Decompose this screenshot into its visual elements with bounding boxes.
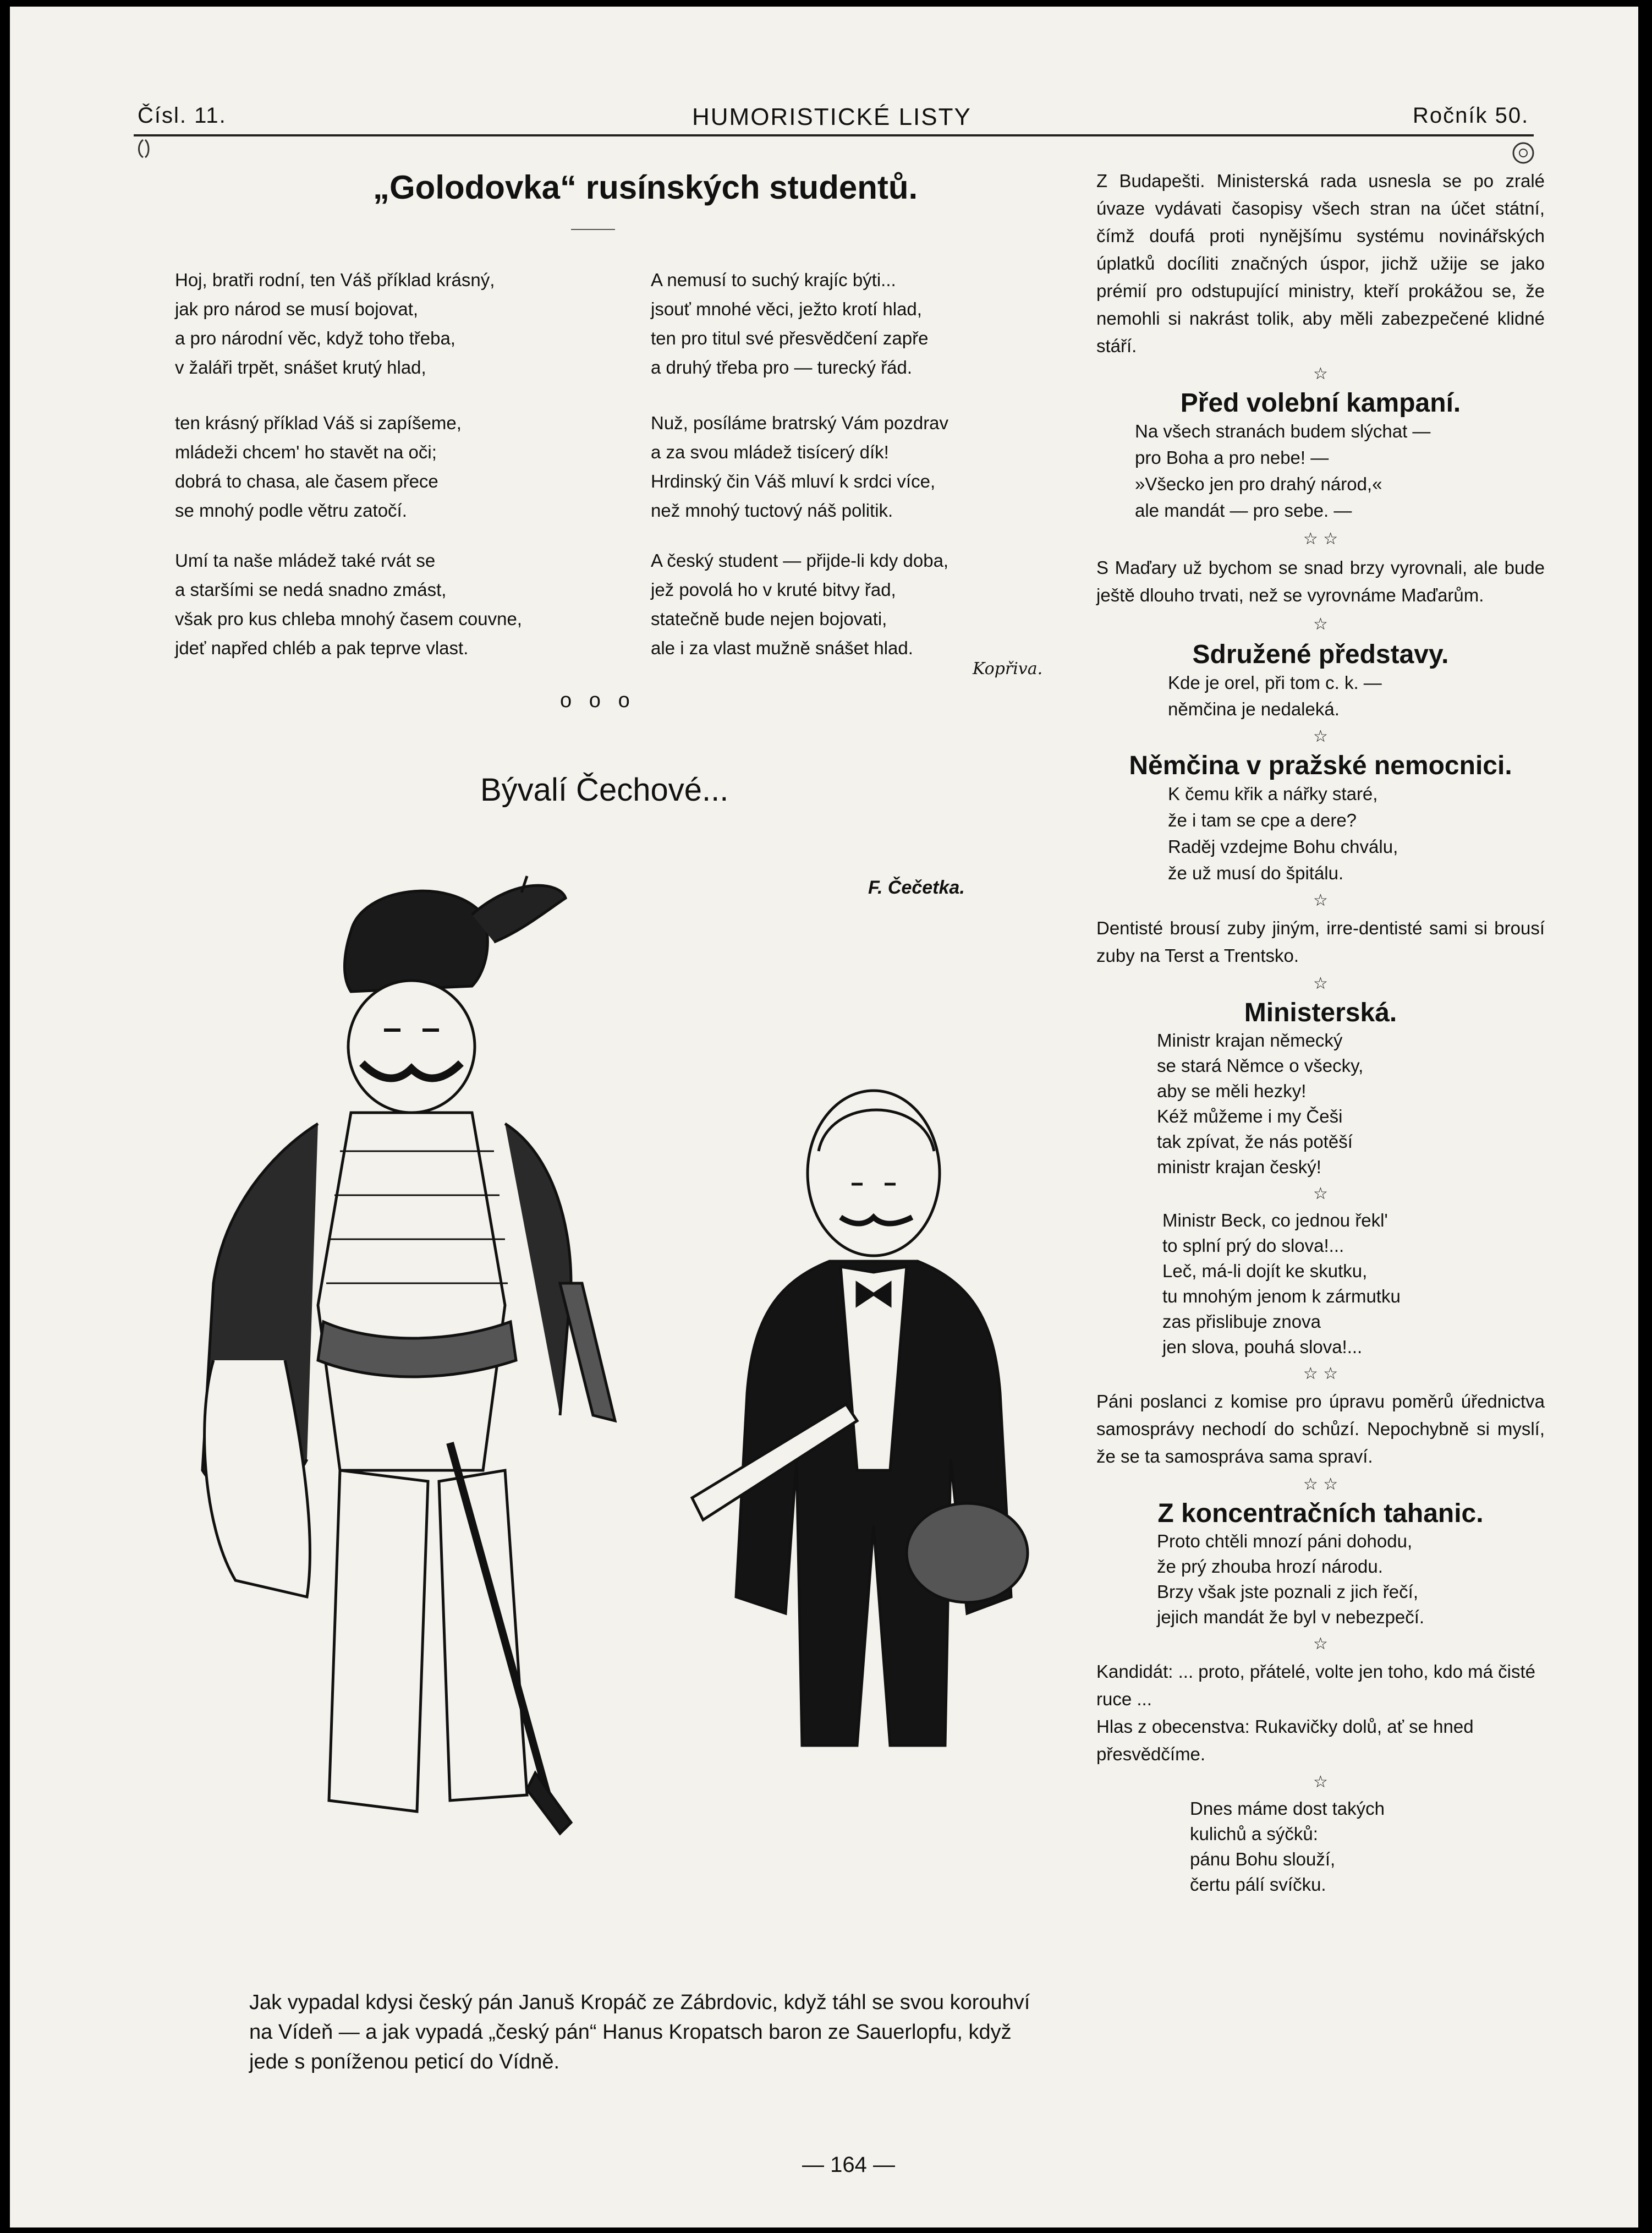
page-ornament-left: [135, 138, 152, 160]
heading-before-campaign: Před volební kampaní.: [1180, 388, 1461, 418]
issue-number: Čísl. 11.: [138, 103, 227, 128]
verse-ministerial: Ministr krajan německý se stará Němce o všecky, aby se měli hezky! Kéž můžeme i my Češi tak zpívat, že nás potěší ministr krajan český!: [1157, 1030, 1364, 1177]
verse-german-hospital: K čemu křik a nářky staré, že i tam se cpe a dere? Raděj vzdejme Bohu chválu, že už musí do špitálu.: [1168, 784, 1398, 883]
cartoon-artist: F. Čečetka.: [868, 877, 965, 898]
verse-campaign: Na všech stranách budem slýchat — pro Boha a pro nebe! — »Všecko jen pro drahý národ,« ale mandát — pro sebe. —: [1135, 421, 1431, 521]
star-divider: ☆: [1313, 974, 1328, 993]
star-divider: ☆: [1313, 891, 1328, 910]
heading-ministerial: Ministerská.: [1244, 998, 1397, 1027]
poem-stanza-5: Nuž, posíláme bratrský Vám pozdrav a za svou mládež tisícerý dík! Hrdinský čin Váš mluví k srdci více, než mnohý tuctový náš politik.: [651, 413, 949, 521]
poem-stanza-2: ten krásný příklad Váš si zapíšeme, mládeži chcem' ho stavět na oči; dobrá to chasa, ale časem přece se mnohý podle větru zatočí.: [175, 413, 462, 521]
cartoon-illustration: [142, 865, 1077, 1955]
star-divider: ☆: [1313, 727, 1328, 746]
verse-concentration: Proto chtěli mnozí páni dohodu, že prý zhouba hrozí národu. Brzy však jste poznali z jich řečí, jejich mandát že byl v nebezpečí.: [1157, 1531, 1425, 1627]
item-dentists: Dentisté brousí zuby jiným, irre-dentisté sami si brousí zuby na Terst a Trentsko.: [1096, 918, 1545, 966]
heading-concentration: Z koncentračních tahanic.: [1157, 1499, 1484, 1528]
page-sheet: [10, 7, 1638, 2227]
page-ornament-right: [1511, 136, 1536, 169]
star-divider: ☆: [1313, 1772, 1328, 1792]
item-candidate: Kandidát: ... proto, přátelé, volte jen toho, kdo má čisté ruce ... Hlas z obecenstva: Rukavičky dolů, ať se hned přesvědčíme.: [1096, 1661, 1535, 1764]
star-divider: ☆: [1313, 615, 1328, 634]
poem-signature: Kopřiva.: [973, 659, 1043, 678]
nobleman-figure: [202, 876, 615, 1834]
page-number: — 164 —: [802, 2153, 895, 2177]
section-separator: o o o: [560, 689, 630, 712]
star-divider: ☆: [1313, 364, 1328, 384]
item-budapest-news: Z Budapešti. Ministerská rada usnesla se po zralé úvaze vydávati časopisy všech stran na účet státní, čímž doufá proti nynějšímu systému novinářských úplatků docíliti značných úspor, jichž užije se jako prémií pro odstupující ministry, kteří prokážou se, že nemohli si nakrást tolik, aby měli zabezpečené klidné stáří.: [1096, 171, 1545, 356]
star-divider: ☆: [1313, 1634, 1328, 1654]
gentleman-figure: [692, 1091, 1028, 1745]
article-title: „Golodovka“ rusínských studentů.: [373, 169, 918, 206]
item-deputies: Páni poslanci z komise pro úpravu poměrů úřednictva samosprávy nechodí do schůzí. Nepochybně si myslí, že se ta samospráva sama spraví.: [1096, 1391, 1545, 1466]
masthead: HUMORISTICKÉ LISTY: [692, 103, 972, 130]
star-divider: ☆ ☆: [1303, 1364, 1338, 1383]
poem-stanza-1: Hoj, bratři rodní, ten Váš příklad krásný, jak pro národ se musí bojovat, a pro národní věc, když toho třeba, v žaláři trpět, snášet krutý hlad,: [175, 270, 495, 377]
star-divider: ☆ ☆: [1303, 529, 1338, 549]
poem-stanza-6: A český student — přijde-li kdy doba, jež povolá ho v kruté bitvy řad, statečně bude nejen bojovati, ale i za vlast mužně snášet hlad.: [651, 550, 949, 658]
heading-associated-ideas: Sdružené představy.: [1192, 640, 1449, 669]
poem-stanza-4: A nemusí to suchý krajíc býti... jsouť mnohé věci, ježto krotí hlad, ten pro titul své přesvědčení zapře a druhý třeba pro — turecký řád.: [651, 270, 929, 377]
verse-associated-ideas: Kde je orel, při tom c. k. — němčina je nedaleká.: [1168, 672, 1382, 719]
header-rule: [134, 134, 1534, 136]
volume-number: Ročník 50.: [1413, 103, 1529, 128]
verse-owls: Dnes máme dost takých kulichů a sýčků: pánu Bohu slouží, čertu pálí svíčku.: [1190, 1798, 1385, 1895]
right-column: [1096, 167, 1545, 1897]
cartoon-title: Bývalí Čechové...: [480, 772, 729, 808]
verse-minister-beck: Ministr Beck, co jednou řekl' to splní prý do slova!... Leč, má-li dojít ke skutku, tu mnohým jenom k zármutku zas přislibuje znova jen slova, pouhá slova!...: [1162, 1210, 1401, 1357]
cartoon-caption: Jak vypadal kdysi český pán Januš Kropáč ze Zábrdovic, když táhl se svou korouhví na Vídeň — a jak vypadá „český pán“ Hanus Kropatsch baron ze Sauerlopfu, když jede s poníženou peticí do Vídně.: [249, 1991, 1030, 2073]
poem-stanza-3: Umí ta naše mládež také rvát se a staršími se nedá snadno zmást, však pro kus chleba mnohý časem couvne, jdeť napřed chléb a pak teprve vlast.: [175, 550, 522, 658]
title-divider: [571, 229, 615, 230]
star-divider: ☆ ☆: [1303, 1475, 1338, 1494]
heading-german-hospital: Němčina v pražské nemocnici.: [1129, 751, 1512, 780]
star-divider: ☆: [1313, 1184, 1328, 1203]
item-maďary: S Maďary už bychom se snad brzy vyrovnali, ale bude ještě dlouho trvati, než se vyrovnáme Maďarům.: [1096, 557, 1545, 605]
